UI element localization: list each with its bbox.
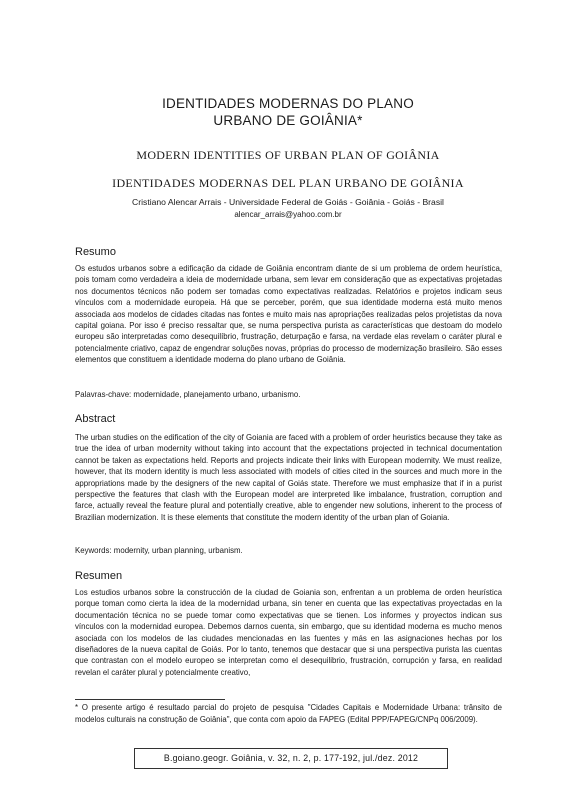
footnote-separator [75,699,225,700]
abstract-text: The urban studies on the edification of the city of Goiania are faced with a problem of order heuristics because they take as true the idea of urban modernity without taking into account that the expectations projected in technical documentation cannot be taken as expectations held. Reports and projects indicate their links with European modernity. We must realize, however, that its modern identity is much less associated with models of cities cited in the sources and much more in the appropriations made by the designers of the new capital of Goiás state. Therefore we must emphasize that if in a purist perspective the features that clash with the European model are interpreted like imbalance, frustration, corruption and farce, actually reveal the feature plural and potentially creative, able to engender new solutions, inherent to the process of Brazilian modernization. It is these elements that constitute the modern identity of the urban plan of Goiania. [75,433,502,522]
title-spanish: IDENTIDADES MODERNAS DEL PLAN URBANO DE GOIÂNIA [112,176,464,190]
title-line-1: IDENTIDADES MODERNAS DO PLANO [162,96,414,111]
resumen-text: Los estudios urbanos sobre la construcción de la ciudad de Goiania son, enfrentan a un problema de orden heurística porque toman como cierta la idea de la modernidad urbana, sin tener en cuenta que las expectativas proyectadas en la documentación técnica no se puede tomar como expectativas que se tienen. Los informes y proyectos indican sus vínculos con la modernidad europea. Debemos darnos cuenta, sin embargo, que su identidad moderna es mucho menos asociada con los modelos de las ciudades mencionadas en las fuentes y más en las asignaciones hechas por los diseñadores de la nueva capital de Goiás. Por lo tanto, tenemos que destacar que si una perspectiva purista las cuentas que contrastan con el modelo europeo se interpretan como el desequilibrio, frustración, corrupción y farsa, en realidad revelan el caráter plural y potencialmente creativo, [75,588,502,677]
title-line-2: URBANO DE GOIÂNIA* [213,113,363,128]
resumo-keywords: Palavras-chave: modernidade, planejamento urbano, urbanismo. [75,390,301,399]
journal-reference: B.goiano.geogr. Goiânia, v. 32, n. 2, p. 177-192, jul./dez. 2012 [134,748,448,769]
resumo-text: Os estudos urbanos sobre a edificação da cidade de Goiânia encontram diante de si um problema de ordem heurística, pois tomam como verdadeira a ideia de modernidade urbana, sem levar em consideração que as expectativas projetadas nos documentos técnicos não podem ser tomadas como expectativas realizadas. Relatórios e projetos indicam seus vínculos com a modernidade europeia. Há que se perceber, porém, que sua identidade moderna está muito menos associada aos modelos de cidades citadas nas fontes e muito mais nas apropriações realizadas pelos projetistas da nova capital goiana. Por isso é preciso ressaltar que, se numa perspectiva purista as características que destoam do modelo europeu são interpretadas como desequilíbrio, frustração, deturpação e farsa, na verdade elas revelam o caráter plural e potencialmente criativo, capaz de engendrar soluções novas, próprias do processo de modernização brasileiro. São esses elementos que constituem a identidade moderna do plano urbano de Goiânia. [75,264,502,365]
author-line: Cristiano Alencar Arrais - Universidade Federal de Goiás - Goiânia - Goiás - Brasil [132,197,444,207]
title-english: MODERN IDENTITIES OF URBAN PLAN OF GOIÂNIA [136,148,440,162]
resumo-heading: Resumo [75,246,116,258]
author-email: alencar_arrais@yahoo.com.br [234,210,342,219]
abstract-heading: Abstract [75,413,116,425]
abstract-keywords: Keywords: modernity, urban planning, urbanism. [75,546,243,555]
resumen-heading: Resumen [75,570,123,582]
footnote: * O presente artigo é resultado parcial do projeto de pesquisa "Cidades Capitais e Modernidade Urbana: trânsito de modelos culturais na construção de Goiânia", que conta com apoio da FAPEG (Edital PPP/FAPEG/CNPq 006/2009). [75,703,502,724]
